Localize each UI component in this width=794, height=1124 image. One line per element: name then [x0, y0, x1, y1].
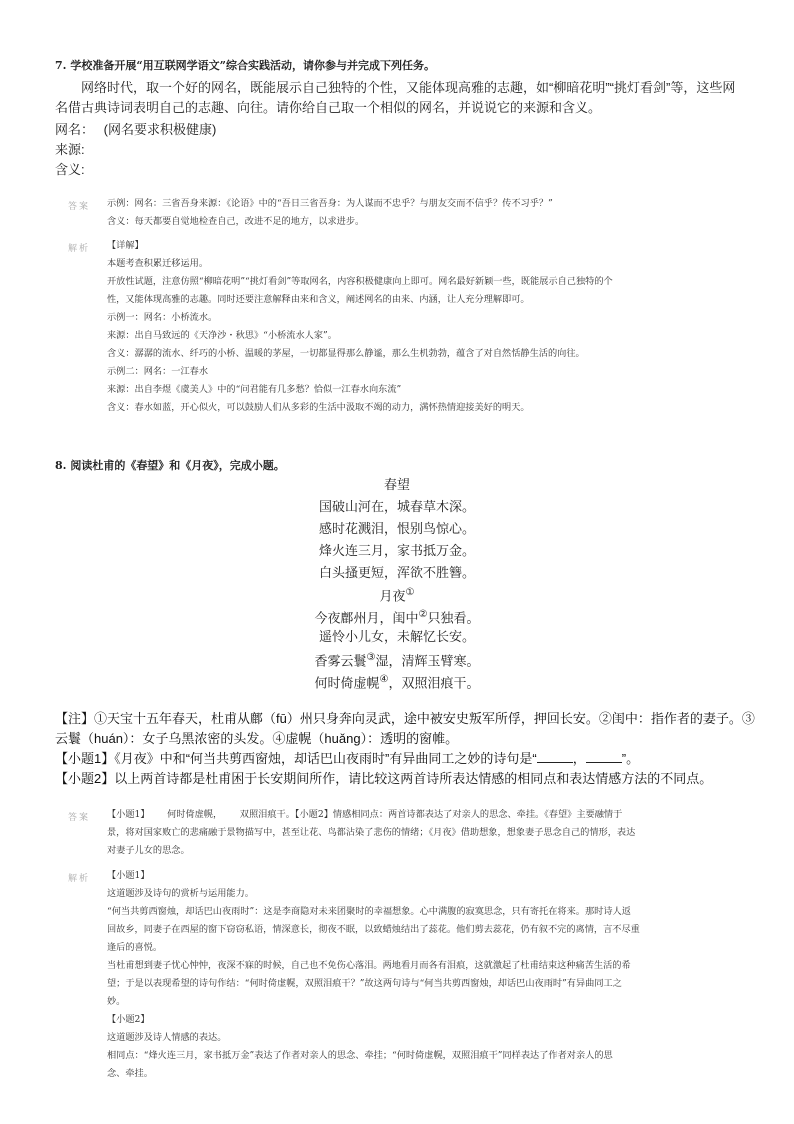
- question-7-intro: 网络时代，取一个好的网名，既能展示自己独特的个性，又能体现高雅的志趣，如“柳暗花明”“挑灯看剑”等，这些网名借古典诗词表明自己的志趣、向往。请你给自己取一个相似的网名，并说说它的来源和含义。: [55, 80, 736, 115]
- analysis-8-line-6: 当杜甫想到妻子忧心忡忡，夜深不寐的时候，自己也不免伤心落泪。两地看月而各有泪痕，这就激起了杜甫结束这种痛苦生活的希: [107, 960, 631, 971]
- answer-tag-7: 答案: [68, 202, 91, 212]
- question-7-title: 7. 学校准备开展“用互联网学语文”综合实践活动，请你参与并完成下列任务。: [55, 59, 435, 72]
- analysis-8-line-10: 这道题涉及诗人情感的表达。: [107, 1032, 227, 1043]
- net-name-label: 网名：: [55, 122, 95, 137]
- question-8-title: 8. 阅读杜甫的《春望》和《月夜》，完成小题。: [55, 459, 285, 472]
- analysis-tag-8: 解析: [68, 874, 91, 884]
- poem-notes: 【注】①天宝十五年春天，杜甫从鄜（fū）州只身奔向灵武，途中被安史叛军所俘，押回长安。②闺中：指作者的妻子。③云鬟（huán）：女子乌黑浓密的头发。④虚幌（huǎng）：透明的窗帷。: [55, 711, 755, 746]
- answer-8-line-2: 景，将对国家败亡的悲痛融于景物描写中，甚至让花、鸟都沾染了悲伤的情绪；《月夜》借助想象，想象妻子思念自己的情形，表达: [107, 827, 636, 838]
- answer-7-line-2: 含义：每天都要自觉地检查自己，改进不足的地方，以求进步。: [107, 216, 365, 227]
- sub-question-1-end: ”。: [621, 751, 640, 766]
- poem-1-line-1: 国破山河在，城春草木深。: [318, 499, 475, 514]
- poem-1-line-2: 感时花溅泪，恨别鸟惊心。: [318, 521, 475, 536]
- analysis-7-line-9: 来源：出自李煜《虞美人》中的“问君能有几多愁？恰似一江春水向东流”: [107, 384, 402, 395]
- poem-2-line-4b: ，双照泪痕干。: [388, 675, 480, 691]
- analysis-8-line-12: 念、牵挂。: [107, 1068, 153, 1079]
- poem-2-line-3a: 香雾云鬟: [314, 653, 367, 669]
- source-label: 来源:: [55, 142, 85, 157]
- poem-2-note-2: ②: [418, 609, 428, 620]
- analysis-tag-7: 解析: [68, 244, 91, 254]
- answer-tag-8: 答案: [68, 813, 91, 823]
- analysis-8-line-4: 回故乡，同妻子在西屋的窗下窃窃私语，情深意长，彻夜不眠，以致蜡烛结出了蕊花。他们剪去蕊花，仍有叙不完的离情，言不尽重: [107, 924, 640, 935]
- poem-2-note-4: ④: [379, 674, 389, 685]
- answer-blank-1[interactable]: [537, 750, 573, 763]
- answer-7-line-1: 示例：网名：三省吾身来源：《论语》中的“吾日三省吾身：为人谋而不忠乎？与朋友交而不信乎？传不习乎？”: [107, 198, 553, 209]
- poem-1-line-3: 烽火连三月，家书抵万金。: [318, 543, 475, 558]
- sub-question-1-text: 【小题1】《月夜》中和“何当共剪西窗烛，却话巴山夜雨时”有异曲同工之妙的诗句是“: [55, 751, 537, 766]
- poem-2-line-1b: 只独看。: [427, 610, 480, 626]
- analysis-7-line-2: 本题考查积累迁移运用。: [107, 258, 209, 269]
- poem-1-line-4: 白头搔更短，浑欲不胜簪。: [318, 565, 475, 580]
- analysis-7-line-1: 【详解】: [107, 240, 144, 251]
- analysis-8-line-3: “何当共剪西窗烛，却话巴山夜雨时”：这是李商隐对未来团聚时的幸福想象。心中满腹的寂寞思念，只有寄托在将来。那时诗人返: [107, 906, 631, 917]
- poem-2-line-1a: 今夜鄜州月，闺中: [314, 610, 419, 626]
- poem-2-line-4a: 何时倚虚幌: [314, 675, 380, 691]
- poem-1-title: 春望: [383, 477, 410, 492]
- poem-2-line-4: [0, 670, 794, 693]
- poem-2-line-3b: 湿，清辉玉臂寒。: [375, 653, 480, 669]
- analysis-7-line-6: 来源：出自马致远的《天净沙・秋思》“小桥流水人家”。: [107, 330, 337, 341]
- sub-question-1: [55, 749, 755, 769]
- analysis-7-line-10: 含义：春水如蓝，开心似火，可以鼓励人们从多彩的生活中汲取不竭的动力，满怀热情迎接美好的明天。: [107, 402, 530, 413]
- analysis-8-line-1: 【小题1】: [107, 870, 150, 881]
- sub-question-2: 【小题2】以上两首诗都是杜甫困于长安期间所作，请比较这两首诗所表达情感的相同点和表达情感方法的不同点。: [55, 771, 713, 786]
- net-name-hint: (网名要求积极健康): [103, 122, 217, 137]
- analysis-8-line-2: 这道题涉及诗句的赏析与运用能力。: [107, 888, 254, 899]
- poem-2-note-3: ③: [366, 652, 376, 663]
- analysis-8-line-7: 望；于是以表现希望的诗句作结：“何时倚虚幌，双照泪痕干？”故这两句诗与“何当共剪西窗烛，却话巴山夜雨时”有异曲同工之: [107, 978, 622, 989]
- analysis-7-line-4: 性，又能体现高雅的志趣。同时还要注意解释由来和含义，阐述网名的由来、内涵，让人充分理解即可。: [107, 294, 530, 305]
- analysis-8-line-8: 妙。: [107, 996, 126, 1007]
- analysis-8-line-5: 逢后的喜悦。: [107, 942, 163, 953]
- net-name-line: [55, 120, 216, 140]
- poem-2-title-text: 月夜: [379, 588, 406, 604]
- poem-2-title: [0, 583, 794, 606]
- sub-question-1-sep: ，: [572, 751, 586, 766]
- meaning-label: 含义:: [55, 162, 85, 177]
- answer-blank-2[interactable]: [586, 750, 622, 763]
- analysis-8-line-11: 相同点：“烽火连三月，家书抵万金”表达了作者对亲人的思念、牵挂；“何时倚虚幌，双照泪痕干”同样表达了作者对亲人的思: [107, 1050, 613, 1061]
- analysis-7-line-7: 含义：潺潺的流水、纤巧的小桥、温暖的茅屋，一切都显得那么静谧，那么生机勃勃，蕴含了对自然恬静生活的向往。: [107, 348, 585, 359]
- poem-2-title-note: ①: [405, 587, 415, 598]
- analysis-8-line-9: 【小题2】: [107, 1014, 150, 1025]
- poem-2-line-3: [0, 648, 794, 671]
- answer-8-line-1: 【小题1】 何时倚虚幌， 双照泪痕干。【小题2】情感相同点：两首诗都表达了对亲人的思念、牵挂。《春望》主要融情于: [107, 809, 623, 820]
- poem-2-line-2: 遥怜小儿女，未解忆长安。: [318, 629, 475, 644]
- analysis-7-line-5: 示例一：网名：小桥流水。: [107, 312, 218, 323]
- answer-8-line-3: 对妻子儿女的思念。: [107, 845, 190, 856]
- analysis-7-line-8: 示例二：网名：一江春水: [107, 366, 209, 377]
- analysis-7-line-3: 开放性试题，注意仿照“柳暗花明”“挑灯看剑”等取网名，内容积极健康向上即可。网名最好新颖一些，既能展示自己独特的个: [107, 276, 613, 287]
- poem-2-line-1: [0, 605, 794, 628]
